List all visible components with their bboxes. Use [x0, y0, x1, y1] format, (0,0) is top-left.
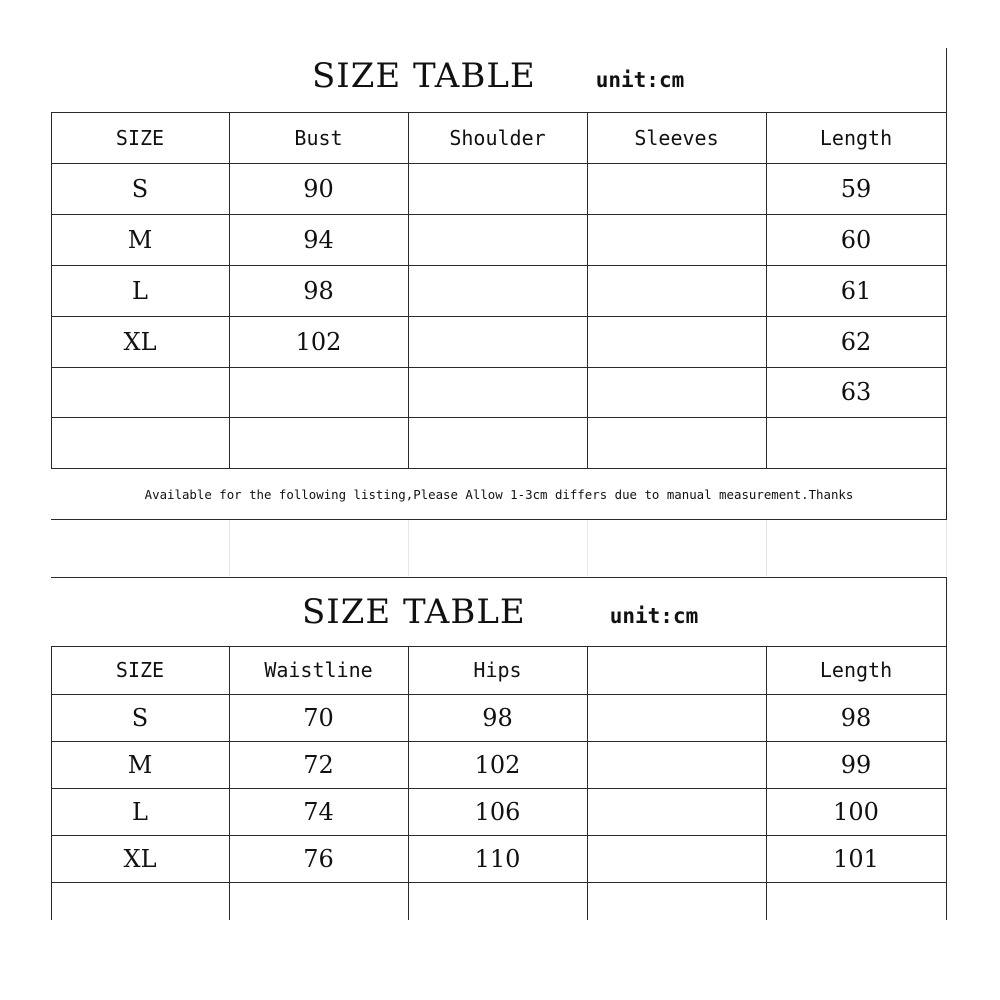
table2-data-cell: XL: [123, 844, 157, 873]
table1-data-cell: 59: [840, 174, 872, 203]
table1-note-right-edge: [946, 468, 947, 520]
table1-data-cell: [408, 316, 587, 367]
table2-data-cell: [587, 835, 766, 882]
table2-data-cell: 70: [303, 703, 334, 732]
table1-title: SIZE TABLE: [312, 56, 536, 96]
table2-data-cell: 106: [474, 797, 521, 826]
faint-guide-line: [408, 520, 409, 576]
table1-header-cell: SIZE: [115, 125, 165, 150]
table1-data-cell: XL: [123, 327, 157, 356]
table1-data-cell: S: [131, 174, 149, 203]
table2-top-rule: [51, 577, 946, 578]
table2-data-cell: [51, 882, 229, 920]
table1-data-cell: 61: [840, 276, 872, 305]
table1-data-cell: [766, 417, 946, 468]
table1-data-cell: [587, 316, 766, 367]
table1-data-cell: 90: [303, 174, 334, 203]
table1-data-cell: M: [127, 225, 153, 254]
table2-data-cell: 74: [303, 797, 334, 826]
table2-header-cell: Hips: [473, 658, 522, 682]
table1-data-cell: [408, 417, 587, 468]
table2-data-cell: 99: [840, 750, 872, 779]
table2-data-cell: L: [132, 797, 148, 826]
table2-col-line: [946, 577, 947, 920]
table1-row-line: [51, 468, 946, 469]
table1-data-cell: 60: [840, 225, 872, 254]
table2-data-cell: 72: [303, 750, 334, 779]
table2-data-cell: [587, 882, 766, 920]
table1-data-cell: [51, 417, 229, 468]
table1-data-cell: [51, 367, 229, 417]
table2-header-cell: [587, 646, 766, 694]
table2-title: SIZE TABLE: [302, 592, 526, 632]
table1-data-cell: [229, 367, 408, 417]
table2-data-cell: S: [131, 703, 149, 732]
table1-data-cell: [408, 265, 587, 316]
table1-data-cell: [587, 214, 766, 265]
faint-guide-line: [766, 520, 767, 576]
table2-data-cell: 102: [474, 750, 521, 779]
table2-data-cell: [229, 882, 408, 920]
table1-data-cell: 94: [303, 225, 334, 254]
table1-col-line: [946, 48, 947, 468]
table2-left-edge: [51, 646, 52, 882]
table1-data-cell: [587, 417, 766, 468]
table1-data-cell: [408, 214, 587, 265]
table1-header-cell: Shoulder: [449, 125, 546, 150]
table2-data-cell: 98: [482, 703, 513, 732]
table2-title-group: [302, 592, 698, 632]
table1-data-cell: 62: [840, 327, 872, 356]
faint-guide-line: [229, 520, 230, 576]
table1-data-cell: [408, 163, 587, 214]
table2-data-cell: [587, 788, 766, 835]
table1-note-bottom: [51, 519, 946, 520]
table2-data-cell: [587, 741, 766, 788]
table1-data-cell: [229, 417, 408, 468]
table2-header-cell: Length: [819, 658, 893, 682]
table2-header-cell: SIZE: [115, 658, 165, 682]
table1-data-cell: [587, 367, 766, 417]
table1-data-cell: [587, 163, 766, 214]
table2-data-cell: 101: [833, 844, 879, 873]
faint-guide-line: [587, 520, 588, 576]
table1-data-cell: [408, 367, 587, 417]
table2-data-cell: [587, 694, 766, 741]
table2-data-cell: M: [127, 750, 153, 779]
table2-data-cell: 110: [474, 844, 521, 873]
table2-data-cell: 98: [840, 703, 872, 732]
table1-header-cell: Sleeves: [634, 125, 719, 150]
table1-header-cell: Length: [819, 125, 893, 150]
table2-unit: unit:cm: [609, 604, 699, 628]
table1-data-cell: 63: [840, 378, 872, 406]
table2-data-cell: [408, 882, 587, 920]
table1-unit: unit:cm: [595, 68, 685, 92]
table1-data-cell: L: [132, 276, 148, 305]
table1-data-cell: [587, 265, 766, 316]
table1-left-edge: [51, 112, 52, 468]
table2-data-cell: [766, 882, 946, 920]
table1-title-group: [312, 56, 684, 96]
table2-data-cell: 100: [833, 797, 879, 826]
table2-header-cell: Waistline: [264, 658, 373, 682]
table2-data-cell: 76: [303, 844, 334, 873]
table1-data-cell: 98: [303, 276, 334, 305]
table1-header-cell: Bust: [294, 125, 343, 150]
table1-data-cell: 102: [295, 327, 342, 356]
table1-note: Available for the following listing,Please Allow 1-3cm differs due to manual measurement.Thanks: [144, 486, 854, 502]
faint-guide-line: [946, 520, 947, 576]
